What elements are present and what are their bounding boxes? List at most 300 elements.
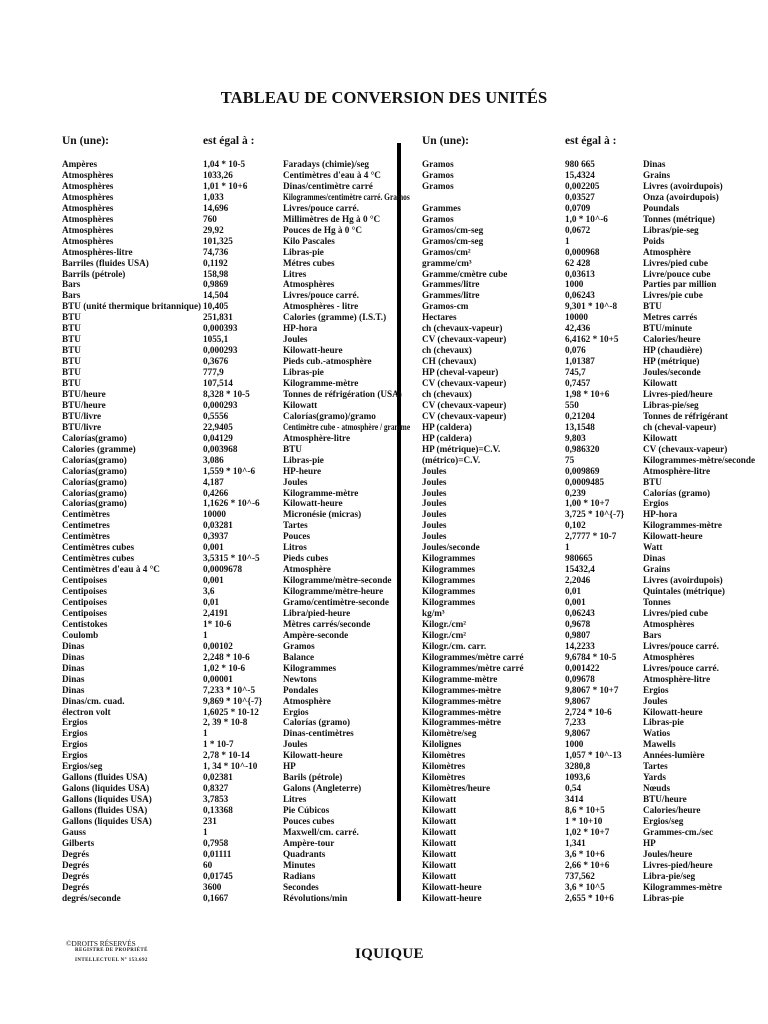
unit-to: Atmosphère-litre: [643, 465, 711, 476]
header-from-left: Un (une):: [62, 135, 109, 147]
unit-to: Joules/seconde: [643, 367, 701, 378]
table-row: [0, 466, 768, 477]
unit-to: Métres cubes: [283, 257, 335, 268]
unit-from: Centimètres: [62, 531, 110, 542]
factor: 10,405: [203, 301, 229, 312]
table-row: [0, 411, 768, 422]
unit-from: Joules: [422, 498, 447, 509]
unit-to: CV (chevaux-vapeur): [643, 443, 728, 454]
unit-from: Kilogr./cm. carr.: [422, 640, 487, 651]
factor: 0,01: [203, 597, 220, 607]
table-row: [0, 739, 768, 750]
unit-to: Calories (gramme) (I.S.T.): [283, 312, 387, 323]
table-row: [0, 663, 768, 674]
unit-from: Degrés: [62, 859, 90, 870]
unit-from: Bars: [62, 279, 81, 290]
factor: 0,01111: [203, 848, 232, 859]
unit-to: Livres/pouce carré.: [283, 290, 359, 301]
factor: 4,187: [203, 476, 224, 487]
unit-from: Kilogrammes: [422, 597, 476, 607]
unit-from: Ergios: [62, 728, 88, 739]
unit-from: Centimetres: [62, 520, 110, 531]
unit-to: Pie Cúbicos: [283, 805, 330, 816]
unit-to: Atmosphère: [283, 564, 331, 575]
header-from-right: Un (une):: [422, 135, 469, 147]
factor: 1: [203, 629, 208, 640]
unit-to: Kilowatt-heure: [283, 498, 343, 509]
unit-from: Atmosphères: [62, 169, 114, 180]
factor: 1055,1: [203, 334, 229, 345]
unit-from: Calories (gramme): [62, 443, 136, 454]
unit-to: HP: [643, 837, 656, 848]
factor: 9,301 * 10^-8: [565, 301, 618, 312]
unit-from: CH (chevaux): [422, 356, 477, 367]
unit-from: Kilogrammes-mètre: [422, 706, 501, 717]
factor: 1,01387: [565, 356, 595, 367]
unit-from: Barrils (pétrole): [62, 268, 126, 279]
factor: 0,0709: [565, 202, 591, 213]
table-row: [0, 345, 768, 356]
unit-from: Kilolignes: [422, 739, 462, 750]
factor: 1,057 * 10^-13: [565, 750, 622, 761]
factor: 29,92: [203, 224, 224, 235]
unit-to: Kilogrammes-mètre: [643, 520, 722, 531]
factor: 745,7: [565, 367, 586, 378]
factor: 1,00 * 10+7: [565, 498, 610, 509]
unit-to: Kilowatt-heure: [283, 750, 343, 761]
table-row: [0, 422, 768, 433]
unit-to: Libras-pie: [283, 367, 324, 378]
unit-to: Parties par million: [643, 279, 717, 290]
unit-to: Kilogramme-mètre: [283, 378, 359, 388]
factor: 14,696: [203, 202, 229, 213]
unit-to: Livre/pouce cube: [643, 268, 711, 279]
factor: 0,000393: [203, 323, 238, 334]
registry-line-2: INTELLECTUEL N° 153.692: [75, 958, 148, 963]
unit-from: CV (chevaux-vapeur): [422, 334, 507, 345]
table-row: [0, 849, 768, 860]
unit-from: degrés/seconde: [62, 892, 121, 903]
unit-to: Livres/pie cube: [643, 290, 703, 301]
unit-to: Atmosphères: [643, 651, 695, 662]
factor: 8,328 * 10-5: [203, 388, 250, 399]
unit-to: Kilogrammes: [283, 662, 337, 673]
factor: 0,000293: [203, 399, 238, 410]
unit-to: Poids: [643, 235, 665, 246]
unit-from: HP (métrique)=C.V.: [422, 443, 501, 454]
unit-from: Atmosphères: [62, 180, 114, 191]
unit-from: CV (chevaux-vapeur): [422, 399, 507, 410]
table-row: [0, 838, 768, 849]
unit-from: BTU: [62, 356, 81, 367]
unit-to: Ampère-seconde: [283, 629, 349, 640]
factor: 0,3676: [203, 356, 229, 367]
factor: 0,04129: [203, 432, 233, 443]
table-row: [0, 805, 768, 816]
factor: 0,21204: [565, 410, 595, 421]
footer-city: IQUIQUE: [355, 946, 424, 962]
unit-from: Calorías(gramo): [62, 465, 127, 476]
unit-from: CV (chevaux-vapeur): [422, 410, 507, 421]
factor: 1,02 * 10-6: [203, 662, 246, 673]
unit-to: Kilogrammes-mètre: [643, 881, 722, 892]
unit-from: Kilogrammes: [422, 564, 476, 575]
unit-to: BTU/heure: [643, 794, 687, 805]
unit-from: Calorías(gramo): [62, 432, 127, 443]
unit-to: Grains: [643, 564, 671, 575]
unit-from: Calorías(gramo): [62, 487, 127, 498]
unit-from: Atmosphères: [62, 213, 114, 224]
unit-from: Gallons (fluides USA): [62, 805, 148, 816]
unit-from: CV (chevaux-vapeur): [422, 378, 507, 388]
table-row: [0, 433, 768, 444]
unit-to: Livres (avoirdupois): [643, 575, 723, 586]
unit-to: HP (chaudière): [643, 345, 703, 356]
unit-to: Litres: [283, 794, 307, 805]
unit-to: Quadrants: [283, 848, 326, 859]
unit-to: HP-heure: [283, 465, 322, 476]
unit-to: Kilogramme/mètre-seconde: [283, 575, 392, 586]
factor: 9,6784 * 10-5: [565, 651, 617, 662]
table-row: [0, 696, 768, 707]
unit-from: BTU: [62, 334, 81, 345]
factor: 2,248 * 10-6: [203, 651, 250, 662]
unit-to: Dinas-centimètres: [283, 728, 354, 739]
unit-to: Livres (avoirdupois): [643, 180, 723, 191]
factor: 0,000968: [565, 246, 600, 257]
table-row: [0, 575, 768, 586]
factor: 0,06243: [565, 607, 595, 618]
factor: 1: [565, 542, 570, 553]
table-row: [0, 225, 768, 236]
table-row: [0, 586, 768, 597]
factor: 0,0009678: [203, 564, 243, 575]
unit-to: Kilogramme-mètre: [283, 487, 359, 498]
unit-from: Centipoises: [62, 586, 107, 597]
factor: 13,1548: [565, 421, 595, 432]
factor: 7,233: [565, 717, 586, 728]
unit-to: Libras/pie-seg: [643, 224, 699, 235]
unit-from: Gramos/cm-seg: [422, 235, 484, 246]
factor: 251,831: [203, 312, 233, 323]
unit-to: Livres/pouce carré.: [643, 662, 719, 673]
unit-to: Mètres carrés/seconde: [283, 618, 371, 629]
unit-to: Joules: [283, 739, 308, 750]
table-row: [0, 860, 768, 871]
factor: 3600: [203, 881, 222, 892]
factor: 0,54: [565, 783, 582, 794]
table-row: [0, 783, 768, 794]
unit-from: Joules: [422, 509, 447, 520]
unit-to: Maxwell/cm. carré.: [283, 826, 359, 837]
factor: 3414: [565, 794, 584, 805]
factor: 1, 34 * 10^-10: [203, 761, 258, 772]
unit-to: Grammes-cm./sec: [643, 826, 714, 837]
factor: 0,000293: [203, 345, 238, 356]
factor: 9,8067: [565, 728, 591, 739]
factor: 9,8067: [565, 695, 591, 706]
unit-from: HP (caldera): [422, 421, 472, 432]
unit-to: Secondes: [283, 881, 319, 892]
factor: 0,001: [565, 597, 586, 607]
unit-from: Calorías(gramo): [62, 498, 127, 509]
unit-to: Joules/heure: [643, 848, 693, 859]
factor: 980 665: [565, 159, 595, 169]
table-row: [0, 488, 768, 499]
factor: 1093,6: [565, 772, 591, 783]
factor: 158,98: [203, 268, 229, 279]
factor: 0,001: [203, 542, 224, 553]
factor: 0,0672: [565, 224, 591, 235]
unit-to: Kilogramme/mètre-heure: [283, 586, 384, 597]
unit-to: Dinas: [643, 553, 666, 564]
table-row: [0, 290, 768, 301]
factor: 0,7958: [203, 837, 229, 848]
unit-from: Kilogrammes-mètre: [422, 684, 501, 695]
unit-from: gramme/cm³: [422, 257, 472, 268]
unit-to: Gramos: [283, 640, 315, 651]
unit-to: Atmosphère: [643, 246, 691, 257]
unit-to: Faradays (chimie)/seg: [283, 159, 369, 169]
unit-to: Ergios: [643, 498, 669, 509]
unit-to: Centimètres d'eau à 4 °C: [283, 169, 381, 180]
table-row: [0, 323, 768, 334]
unit-from: Gallons (fluides USA): [62, 772, 148, 783]
unit-from: Kilomètres/heure: [422, 783, 491, 794]
unit-to: HP-hora: [283, 323, 318, 334]
factor: 1000: [565, 739, 584, 750]
factor: 0,03281: [203, 520, 233, 531]
unit-from: Grammes/litre: [422, 279, 480, 290]
unit-from: Dinas/cm. cuad.: [62, 695, 125, 706]
table-row: [0, 717, 768, 728]
factor: 0,03613: [565, 268, 595, 279]
table-row: [0, 871, 768, 882]
unit-from: BTU: [62, 378, 81, 388]
unit-to: Quintales (métrique): [643, 586, 725, 597]
unit-to: Micronésie (micras): [283, 509, 362, 520]
factor: 1 * 10+10: [565, 816, 603, 826]
unit-to: Kilogrammes-mètre/seconde: [643, 454, 756, 465]
unit-to: Litros: [283, 542, 307, 553]
unit-from: BTU: [62, 323, 81, 334]
unit-to: Atmosphères: [283, 279, 335, 290]
table-row: [0, 520, 768, 531]
table-row: [0, 192, 768, 203]
unit-to: Atmosphères: [643, 618, 695, 629]
table-row: [0, 378, 768, 389]
factor: 0,986320: [565, 443, 600, 454]
unit-from: Centipoises: [62, 575, 107, 586]
header-equals-right: est égal à :: [565, 135, 617, 147]
unit-to: HP-hora: [643, 509, 678, 520]
unit-to: Ergios: [283, 706, 309, 717]
factor: 0,9678: [565, 618, 591, 629]
unit-from: Gramme/cmètre cube: [422, 268, 508, 279]
factor: 3,6: [203, 586, 215, 597]
unit-to: Libras-pie: [643, 892, 684, 903]
unit-from: Ampères: [62, 159, 98, 169]
unit-to: Livres/pied cube: [643, 257, 708, 268]
unit-from: ch (chevaux): [422, 345, 472, 356]
unit-to: Kilowatt-heure: [643, 531, 703, 542]
unit-from: Calorías(gramo): [62, 454, 127, 465]
factor: 0,00102: [203, 640, 233, 651]
factor: 101,325: [203, 235, 233, 246]
factor: 0,9807: [565, 629, 591, 640]
unit-from: ch (chevaux): [422, 388, 472, 399]
unit-from: Centimètres cubes: [62, 542, 135, 553]
factor: 3280,8: [565, 761, 591, 772]
unit-from: Kilogrammes/mètre carré: [422, 662, 524, 673]
factor: 0,5556: [203, 410, 229, 421]
unit-to: Livres-pied/heure: [643, 859, 713, 870]
unit-to: Tonnes de réfrigération (USA): [283, 388, 402, 399]
factor: 9,8067 * 10+7: [565, 684, 619, 695]
factor: 2,66 * 10+6: [565, 859, 610, 870]
unit-from: BTU/livre: [62, 410, 102, 421]
table-row: [0, 455, 768, 466]
factor: 0,02381: [203, 772, 233, 783]
unit-to: Galons (Angleterre): [283, 783, 362, 794]
unit-from: Gallons (liquides USA): [62, 816, 152, 826]
unit-from: HP (caldera): [422, 432, 472, 443]
unit-to: Libras-pie/seg: [643, 399, 699, 410]
factor: 22,9405: [203, 421, 233, 432]
unit-to: Millimètres de Hg à 0 °C: [283, 213, 381, 224]
table-row: [0, 728, 768, 739]
factor: 1,033: [203, 191, 224, 202]
unit-from: Kilogramme-mètre: [422, 673, 498, 684]
factor: 3,6 * 10+6: [565, 848, 605, 859]
unit-to: Libra/pied-heure: [283, 607, 351, 618]
factor: 1,1626 * 10^-6: [203, 498, 260, 509]
unit-from: Kilogrammes-mètre: [422, 695, 501, 706]
unit-to: Joules: [283, 334, 308, 345]
unit-from: Atmosphères: [62, 235, 114, 246]
unit-from: Ergios/seg: [62, 761, 103, 772]
factor: 8,6 * 10+5: [565, 805, 605, 816]
table-row: [0, 597, 768, 608]
table-row: [0, 400, 768, 411]
factor: 0,8327: [203, 783, 229, 794]
unit-to: Ergios/seg: [643, 816, 684, 826]
table-row: [0, 367, 768, 378]
unit-from: Kilogrammes/mètre carré: [422, 651, 524, 662]
unit-from: Kilogrammes: [422, 575, 476, 586]
factor: 0,9869: [203, 279, 229, 290]
unit-to: Nœuds: [643, 783, 671, 794]
unit-from: Kilomètres: [422, 761, 466, 772]
unit-from: Joules: [422, 487, 447, 498]
factor: 1,6025 * 10-12: [203, 706, 259, 717]
unit-to: Kilo Pascales: [283, 235, 335, 246]
table-row: [0, 477, 768, 488]
table-row: [0, 509, 768, 520]
factor: 0,00001: [203, 673, 233, 684]
unit-from: BTU: [62, 367, 81, 378]
unit-from: Joules: [422, 520, 447, 531]
factor: 10000: [203, 509, 226, 520]
table-row: [0, 498, 768, 509]
table-row: [0, 214, 768, 225]
unit-to: Calorías (gramo): [283, 717, 351, 728]
factor: 107,514: [203, 378, 233, 388]
factor: 75: [565, 454, 575, 465]
unit-to: Atmosphères - litre: [283, 301, 359, 312]
unit-from: Kilowatt-heure: [422, 881, 482, 892]
factor: 10000: [565, 312, 588, 323]
unit-to: Kilowatt-heure: [643, 706, 703, 717]
unit-from: Centistokes: [62, 618, 108, 629]
factor: 1* 10-6: [203, 618, 232, 629]
unit-to: Tonnes de réfrigérant: [643, 410, 728, 421]
header-equals-left: est égal à :: [203, 135, 255, 147]
factor: 3,6 * 10^5: [565, 881, 605, 892]
unit-from: Gramos/cm²: [422, 246, 471, 257]
unit-from: ch (chevaux-vapeur): [422, 323, 503, 334]
page-title: TABLEAU DE CONVERSION DES UNITÉS: [220, 88, 548, 107]
factor: 42,436: [565, 323, 591, 334]
unit-from: Kilomètres: [422, 772, 466, 783]
factor: 1 * 10-7: [203, 739, 234, 750]
unit-from: Kilogrammes: [422, 586, 476, 597]
unit-from: Joules: [422, 465, 447, 476]
factor: 0,1192: [203, 257, 228, 268]
unit-from: Kilowatt-heure: [422, 892, 482, 903]
factor: 777,9: [203, 367, 224, 378]
unit-to: Poundals: [643, 202, 680, 213]
unit-to: Gramo/centimètre-seconde: [283, 597, 389, 607]
table-row: [0, 652, 768, 663]
unit-from: Gramos/cm-seg: [422, 224, 484, 235]
unit-from: Kilogrammes: [422, 553, 476, 564]
unit-from: Joules: [422, 476, 447, 487]
table-row: [0, 312, 768, 323]
unit-from: Bars: [62, 290, 81, 301]
unit-to: Watt: [643, 542, 663, 553]
factor: 3,725 * 10^{-7}: [565, 509, 625, 520]
unit-from: Kilowatt: [422, 816, 457, 826]
factor: 737,562: [565, 870, 595, 881]
unit-from: Gramos-cm: [422, 301, 469, 312]
factor: 1,04 * 10-5: [203, 159, 246, 169]
table-row: [0, 269, 768, 280]
unit-to: Libras-pie: [283, 454, 324, 465]
unit-to: Atmosphère-litre: [643, 673, 711, 684]
unit-from: Kilowatt: [422, 794, 457, 805]
unit-from: Kilomètres: [422, 750, 466, 761]
table-row: [0, 389, 768, 400]
unit-to: Pouces cubes: [283, 816, 335, 826]
unit-to: BTU/minute: [643, 323, 693, 334]
unit-to: Tartes: [283, 520, 308, 531]
factor: 6,4162 * 10+5: [565, 334, 619, 345]
unit-from: Kilogr./cm²: [422, 629, 467, 640]
table-row: [0, 301, 768, 312]
unit-to: Dinas: [643, 159, 666, 169]
unit-from: Dinas: [62, 640, 85, 651]
unit-from: BTU (unité thermique britannique): [62, 301, 202, 312]
unit-from: Kilomètre/seg: [422, 728, 477, 739]
factor: 3,086: [203, 454, 224, 465]
factor: 0,06243: [565, 290, 595, 301]
unit-to: Mawells: [643, 739, 676, 750]
unit-from: Centimètres: [62, 509, 110, 520]
unit-to: ch (cheval-vapeur): [643, 421, 717, 432]
unit-from: Gallons (liquides USA): [62, 794, 152, 805]
table-row: [0, 236, 768, 247]
